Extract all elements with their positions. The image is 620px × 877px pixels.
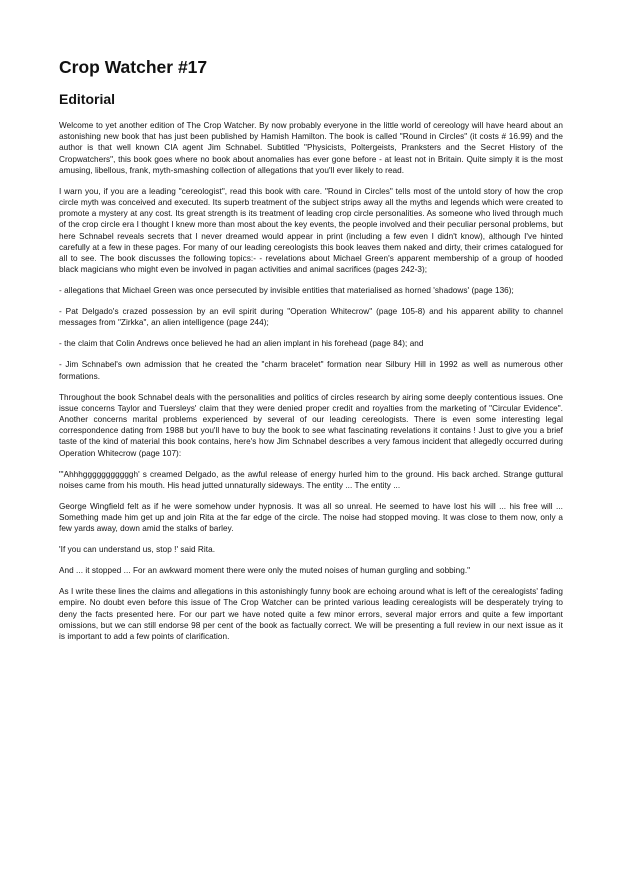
paragraph: As I write these lines the claims and allegations in this astonishingly funny book are echoing around what is left of the cerealogists' fading empire. No doubt even before this issue of The Crop Watcher can be printed various leading cerealogists will be desperately trying to deny the facts presented here. For our part we have noted quite a few minor errors, several major errors and quite a few important omissions, but we can still endorse 98 per cent of the book as factually correct. We will be presenting a full review in our next issue as it is important to add a few points of clarification.	[59, 587, 563, 642]
paragraph: Welcome to yet another edition of The Crop Watcher. By now probably everyone in the little world of cereology will have heard about an astonishing new book that has just been published by Hamish Hamilton. The book is called "Round in Circles" (it costs # 16.99) and the author is that well known CIA agent Jim Schnabel. Subtitled "Physicists, Poltergeists, Pranksters and the Secret History of the Cropwatchers", this book goes where no book about anomalies has ever gone before - at least not in Britain. Quite simply it is the most amusing, libellous, frank, myth-smashing collection of allegations that you'll ever likely to read.	[59, 121, 563, 175]
paragraph: I warn you, if you are a leading "cereologist", read this book with care. "Round in Circles" tells most of the untold story of how the crop circle myth was conceived and executed. Its superb treatment of the subject strips away all the myths and legends which were created to promote a mystery at any cost. Its great strength is its treatment of leading crop circle personalities. As someone who lived through much of the crop circle era I thought I knew more than most about the key events, the people involved and their peculiar personal problems, but here Schnabel reveals secrets that I never dreamed would appear in print (including a few even I didn't know), although I've hinted carefully at a few in these pages. For many of our leading cereologists this book leaves them naked and dirty, their crimes catalogued for all to see. The book discusses the following topics:- - revelations about Michael Green's apparent membership of a group of hooded black magicians who might even be involved in pagan activities and animal sacrifices (pages 242-3);	[59, 186, 563, 275]
paragraph: And ... it stopped ... For an awkward moment there were only the muted noises of human gurgling and sobbing."	[59, 566, 471, 576]
paragraph: Throughout the book Schnabel deals with the personalities and politics of circles research by airing some deeply contentious issues. One issue concerns Taylor and Tuersleys' claim that they were denied proper credit and royalties from the marketing of "Circular Evidence". Another concerns marital problems experienced by several of our leading cereologists. There is even some interesting legal correspondence dating from 1988 but you'll have to buy the book to see what fascinating revelations it contains ! Just to give you a brief taste of the kind of material this book contains, here's how Jim Schnabel describes a very famous incident that allegedly occurred during Operation Whitecrow (page 107):	[59, 392, 563, 458]
paragraph: 'If you can understand us, stop !' said Rita.	[59, 545, 216, 555]
paragraph: - the claim that Colin Andrews once believed he had an alien implant in his forehead (page 84); and	[59, 339, 424, 349]
paragraph: - Pat Delgado's crazed possession by an evil spirit during "Operation Whitecrow" (page 105-8) and his apparent ability to channel messages from "Zirkka", an alien intelligence (page 244);	[59, 307, 563, 328]
paragraph: "'Ahhhgggggggggggh' s creamed Delgado, as the awful release of energy hurled him to the ground. His back arched. Strange guttural noises came from his mouth. His head jutted unnaturally sideways. The entity ... The entity ...	[59, 469, 563, 490]
paragraph: George Wingfield felt as if he were somehow under hypnosis. It was all so unreal. He seemed to have lost his will ... his free will ... Something made him get up and join Rita at the far edge of the circle. The noise had stopped moving. It was close to them now, only a few yards away, down amid the stalks of barley.	[59, 501, 563, 534]
document-page	[59, 56, 563, 652]
document-title: Crop Watcher #17	[59, 57, 208, 77]
section-heading: Editorial	[59, 91, 116, 107]
paragraph: - allegations that Michael Green was once persecuted by invisible entities that materialised as horned 'shadows' (page 136);	[59, 286, 514, 296]
paragraph: - Jim Schnabel's own admission that he created the "charm bracelet" formation near Silbury Hill in 1992 as well as numerous other formations.	[59, 360, 563, 381]
